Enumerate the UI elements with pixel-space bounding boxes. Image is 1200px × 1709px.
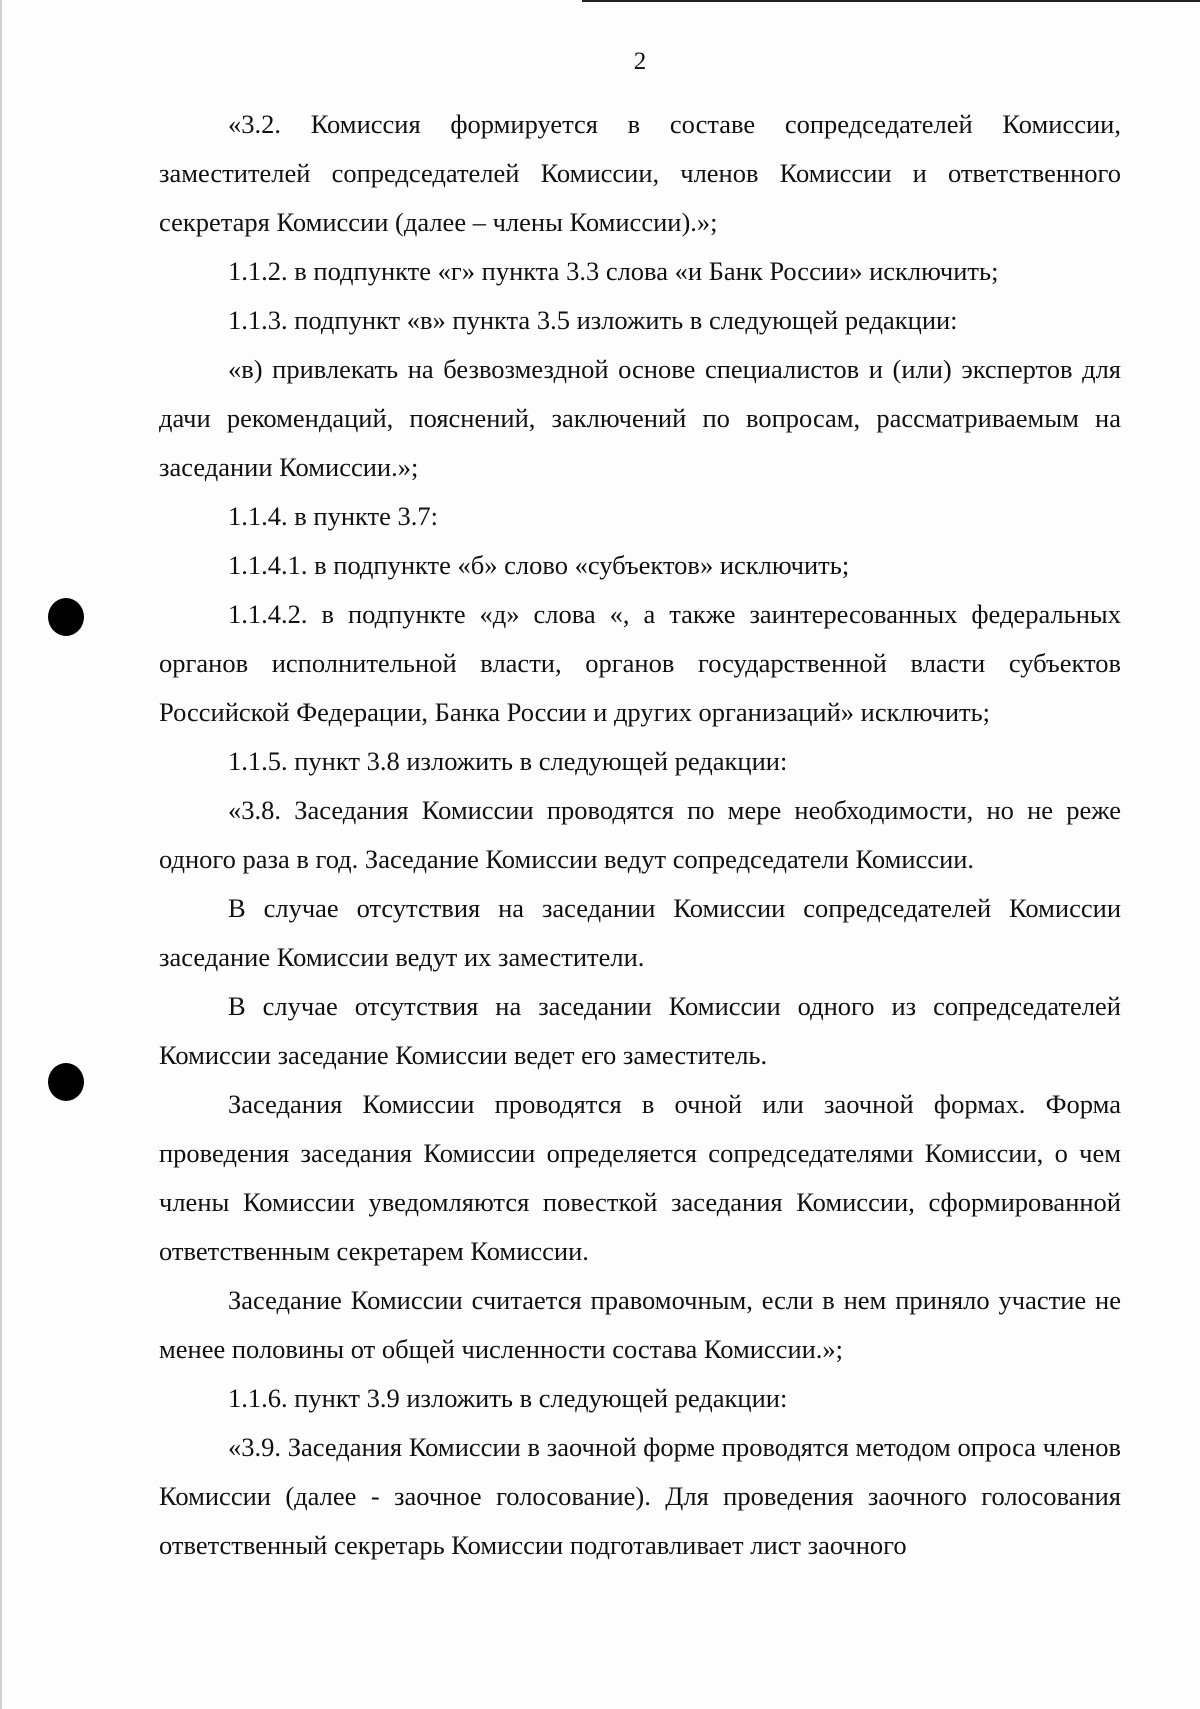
scan-left-edge <box>0 0 2 1709</box>
paragraph: «3.2. Комиссия формируется в составе сопредседателей Комиссии, заместителей сопредседателей Комиссии, членов Комиссии и ответственного секретаря Комиссии (далее – члены Комиссии).»; <box>159 109 1121 237</box>
paragraph: Заседание Комиссии считается правомочным, если в нем приняло участие не менее половины от общей численности состава Комиссии.»; <box>159 1285 1121 1364</box>
paragraph: 1.1.4. в пункте 3.7: <box>228 501 438 531</box>
paragraph: 1.1.3. подпункт «в» пункта 3.5 изложить в следующей редакции: <box>228 305 958 335</box>
scan-top-border <box>582 0 1200 2</box>
paragraph: «3.8. Заседания Комиссии проводятся по мере необходимости, но не реже одного раза в год. Заседание Комиссии ведут сопредседатели Комиссии. <box>159 795 1121 874</box>
paragraph: В случае отсутствия на заседании Комиссии одного из сопредседателей Комиссии заседание Комиссии ведет его заместитель. <box>159 991 1121 1070</box>
paragraph: 1.1.4.1. в подпункте «б» слово «субъектов» исключить; <box>228 550 850 580</box>
paragraph: 1.1.4.2. в подпункте «д» слова «, а также заинтересованных федеральных органов исполнительной власти, органов государственной власти субъектов Российской Федерации, Банка России и других организаций» исключить; <box>159 599 1121 727</box>
paragraph: Заседания Комиссии проводятся в очной или заочной формах. Форма проведения заседания Комиссии определяется сопредседателями Комиссии, о чем члены Комиссии уведомляются повесткой заседания Комиссии, сформированной ответственным секретарем Комиссии. <box>159 1089 1121 1266</box>
paragraph: 1.1.2. в подпункте «г» пункта 3.3 слова «и Банк России» исключить; <box>228 256 999 286</box>
paragraph: 1.1.5. пункт 3.8 изложить в следующей редакции: <box>228 746 788 776</box>
page-number: 2 <box>633 48 647 75</box>
punch-hole-mark <box>48 1063 84 1101</box>
punch-hole-mark <box>48 598 84 636</box>
paragraph: «в) привлекать на безвозмездной основе специалистов и (или) экспертов для дачи рекомендаций, пояснений, заключений по вопросам, рассматриваемым на заседании Комиссии.»; <box>159 354 1121 482</box>
paragraph: «3.9. Заседания Комиссии в заочной форме проводятся методом опроса членов Комиссии (далее - заочное голосование). Для проведения заочного голосования ответственный секретарь Комиссии подготавливает лист заочного <box>159 1432 1121 1560</box>
paragraph: В случае отсутствия на заседании Комиссии сопредседателей Комиссии заседание Комиссии ведут их заместители. <box>159 893 1121 972</box>
document-body <box>159 100 1121 1570</box>
paragraph: 1.1.6. пункт 3.9 изложить в следующей редакции: <box>228 1383 788 1413</box>
